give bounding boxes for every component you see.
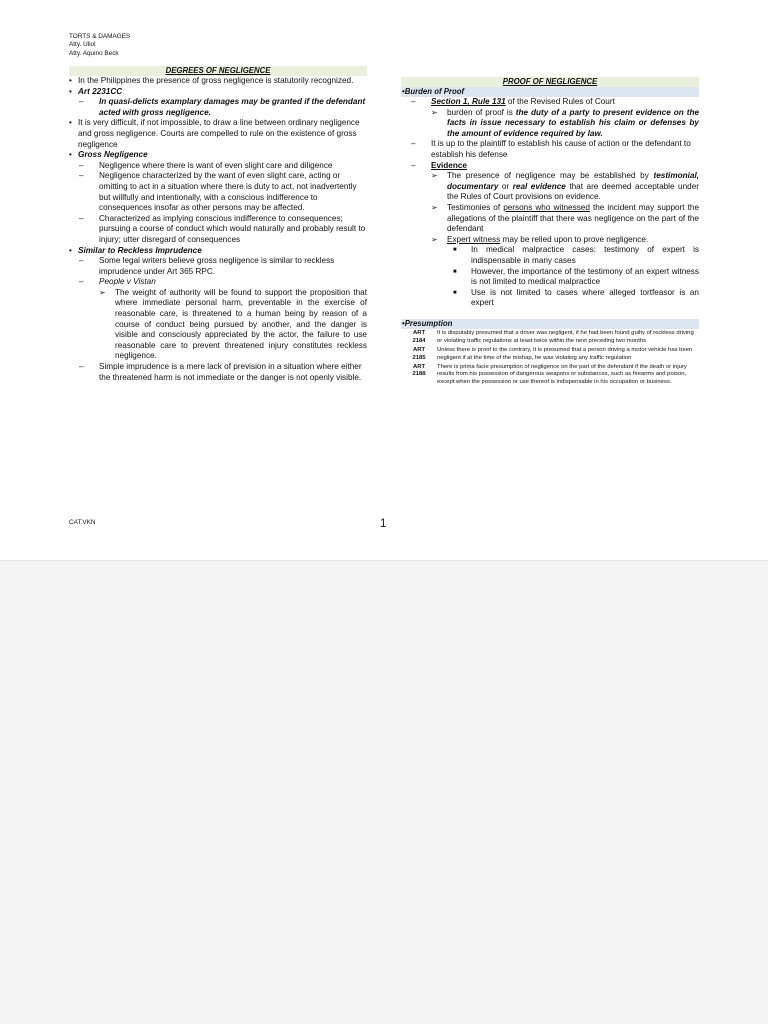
presumption-text: There is prima facie presumption of negligence on the part of the defendant if the death or injury results from his possession of dangerous weapons or substances, such as firearms and poison, except when the possession or use thereof is indispensable in his occupation or business. [437, 363, 687, 386]
section-title-proof: PROOF OF NEGLIGENCE [401, 77, 699, 87]
section-title-degrees: DEGREES OF NEGLIGENCE [69, 66, 367, 76]
list-item [69, 150, 367, 161]
list-item: – Some legal writers believe gross negligence is similar to reckless imprudence under Art 365 RPC. [79, 256, 335, 276]
case-name: People v Vistan [99, 277, 156, 287]
presumption-text: Unless there is proof to the contrary, it is presumed that a person driving a motor vehicle has been negligent if at the time of the mishap, he was violating any traffic regulation [437, 346, 693, 361]
list-item: ■ Use is not limited to cases where alleged tortfeasor is an expert [453, 287, 699, 308]
professor-1: Atty. Uliol [69, 41, 96, 49]
course-title: TORTS & DAMAGES [69, 33, 131, 40]
list-item: ➢ burden of proof is the duty of a party to present evidence on the facts in issue necessary to establish his claim or defenses by the amount of evidence required by law. [431, 107, 699, 138]
list-item: ➢ Expert witness may be relied upon to prove negligence. [431, 234, 649, 244]
bullet-icon: • [69, 150, 72, 160]
list-item: – Section 1, Rule 131 of the Revised Rules of Court [411, 97, 615, 106]
list-item: – In quasi-delicts examplary damages may be granted if the defendant acted with gross negligence. [79, 97, 366, 117]
square-bullet-icon: ■ [453, 247, 457, 254]
bullet-icon: • [69, 118, 72, 128]
list-item: – Characterized as implying conscious indifference to consequences; pursuing a course of conduct which would naturally and probably result to injury; utter disregard of consequences [79, 213, 366, 244]
dash-icon: – [79, 160, 84, 170]
dash-icon: – [79, 362, 84, 372]
arrow-icon: ➢ [431, 234, 438, 244]
bullet-icon: • [69, 76, 72, 85]
arrow-icon: ➢ [431, 202, 438, 212]
dash-icon: – [79, 213, 84, 223]
evidence-heading: Evidence [431, 160, 467, 170]
dash-icon: – [79, 256, 84, 266]
arrow-icon: ➢ [431, 107, 438, 117]
presumption-text: It is disputably presumed that a driver was negligent, if he had been found guilty of reckless driving or violating traffic regulations at least twice within the next preceding two months [437, 329, 694, 344]
list-item: ➢ Testimonies of persons who witnessed the incident may support the allegations of the plaintiff that there was negligence on the part of the defendant [431, 202, 700, 234]
presumption-row [401, 347, 699, 363]
dash-icon: – [79, 277, 84, 287]
reckless-heading: Similar to Reckless Imprudence [78, 245, 202, 255]
dash-icon: – [411, 139, 416, 149]
burden-heading: •Burden of Proof [401, 87, 699, 97]
page-header [69, 33, 130, 58]
presumption-row [401, 364, 699, 388]
list-item: • It is very difficult, if not impossible, to draw a line between ordinary negligence and gross negligence. Courts are compelled to rule on the existence of gross negligence [69, 118, 360, 149]
arrow-icon: ➢ [431, 171, 438, 181]
list-item: ■ In medical malpractice cases: testimony of expert is indispensable in many cases [453, 245, 699, 265]
gross-negligence-heading: Gross Negligence [78, 150, 148, 160]
arrow-icon: ➢ [99, 287, 106, 297]
art-2231-heading: Art 2231CC [78, 86, 123, 96]
rule-reference: Section 1, Rule 131 [431, 97, 506, 106]
list-item: – It is up to the plaintiff to establish his cause of action or the defendant to establish his defense [411, 139, 691, 159]
dash-icon: – [411, 160, 416, 170]
dash-icon: – [79, 97, 84, 107]
article-number: ART 2188 [412, 363, 426, 378]
list-item: ➢ The weight of authority will be found to support the proposition that where immediate personal harm, preventable in the exercise of reasonable care, is threatened to a human being by reason of a course of conduct being pursued by another, and the danger is visible and consciously appreciated by the actor, the failure to use reasonable care to prevent threatened injury constitutes reckless negligence. [99, 287, 367, 361]
left-column [69, 66, 367, 383]
presumption-row [401, 330, 699, 346]
list-item [69, 246, 367, 257]
bullet-icon: • [69, 86, 72, 96]
bullet-icon: • [402, 87, 405, 96]
viewer-background [0, 561, 768, 1024]
right-column [401, 77, 699, 387]
footer-author: CAT.VKN [69, 519, 96, 526]
list-item [401, 161, 699, 172]
square-bullet-icon: ■ [453, 268, 457, 275]
list-item: ➢ The presence of negligence may be established by testimonial, documentary or real evidence that are deemed acceptable under the Rules of Court provisions on evidence. [431, 171, 699, 202]
square-bullet-icon: ■ [453, 289, 457, 296]
professor-2: Atty. Aquino Beck [69, 49, 119, 57]
page-number: 1 [380, 518, 387, 530]
list-item: – Negligence characterized by the want of even slight care, acting or omitting to act in a situation where there is duty to act, not inadvertently but willfully and intentionally, with a conscious indifference to consequences insofar as other persons may be affected. [79, 171, 357, 213]
list-item: – Simple imprudence is a mere lack of prevision in a situation where either the threatened harm is not immediate or the danger is not openly visible. [79, 362, 362, 382]
list-item: – Negligence where there is want of even slight care and diligence [79, 160, 333, 170]
list-item [69, 277, 367, 288]
presumption-heading: •Presumption [401, 319, 699, 329]
dash-icon: – [411, 97, 416, 106]
list-item [69, 87, 367, 98]
article-number: ART 2185 [412, 346, 426, 361]
bullet-icon: • [69, 245, 72, 255]
list-item: ■ However, the importance of the testimony of an expert witness is not limited to medical malpractice [453, 266, 699, 287]
article-number: ART 2184 [412, 329, 426, 344]
list-item: • In the Philippines the presence of gross negligence is statutorily recognized. [69, 76, 354, 85]
dash-icon: – [79, 171, 84, 181]
bullet-icon: • [402, 318, 405, 328]
